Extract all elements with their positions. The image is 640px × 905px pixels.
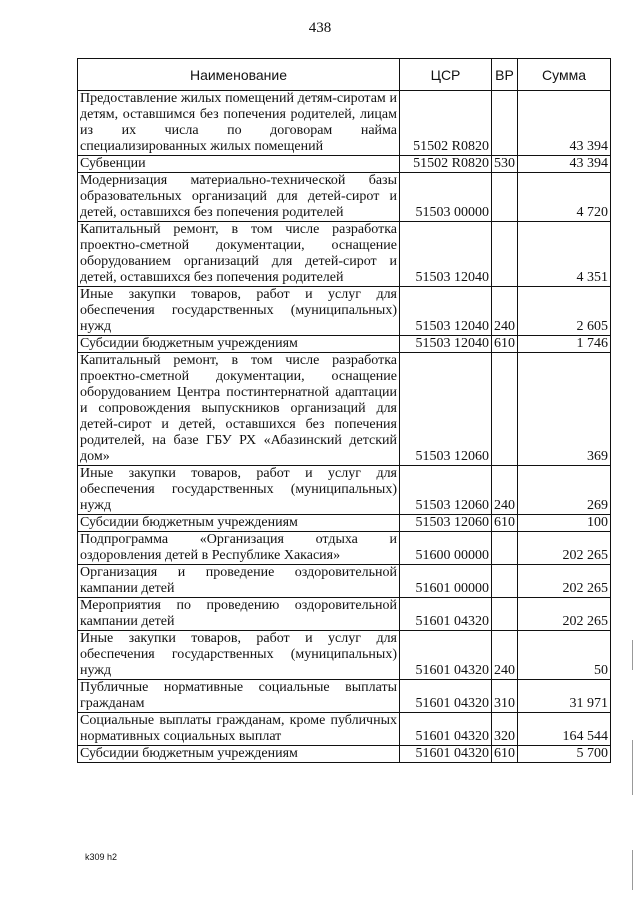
row-name: Иные закупки товаров, работ и услуг для обеспечения государственных (муниципальных) нужд [78, 631, 400, 680]
row-sum: 164 544 [518, 713, 611, 746]
header-vr: ВР [492, 59, 518, 91]
table-row [78, 746, 611, 763]
row-vr [492, 532, 518, 565]
row-csr: 51600 00000 [400, 532, 492, 565]
row-vr [492, 353, 518, 466]
table-row [78, 91, 611, 156]
header-name: Наименование [78, 59, 400, 91]
table-row [78, 598, 611, 631]
row-vr [492, 565, 518, 598]
table-row [78, 173, 611, 222]
row-csr: 51503 12060 [400, 466, 492, 515]
table-row [78, 680, 611, 713]
row-vr: 610 [492, 746, 518, 763]
row-sum: 202 265 [518, 565, 611, 598]
row-sum: 202 265 [518, 532, 611, 565]
page-number: 438 [308, 20, 332, 36]
row-name: Субсидии бюджетным учреждениям [78, 515, 400, 532]
row-name: Капитальный ремонт, в том числе разработка проектно-сметной документации, оснащение оборудованием Центра постинтернатной адаптации и сопровождения выпускников организаций для детей-сирот и детей, оставшихся без попечения родителей, на базе ГБУ РХ «Абазинский детский дом» [78, 353, 400, 466]
row-name: Организация и проведение оздоровительной кампании детей [78, 565, 400, 598]
row-vr: 240 [492, 287, 518, 336]
row-csr: 51503 12060 [400, 353, 492, 466]
table-row [78, 353, 611, 466]
row-sum: 4 720 [518, 173, 611, 222]
row-csr: 51601 04320 [400, 680, 492, 713]
row-vr: 610 [492, 515, 518, 532]
row-name: Капитальный ремонт, в том числе разработка проектно-сметной документации, оснащение оборудованием организаций для детей-сирот и детей, оставшихся без попечения родителей [78, 222, 400, 287]
row-name: Мероприятия по проведению оздоровительной кампании детей [78, 598, 400, 631]
row-sum: 43 394 [518, 156, 611, 173]
row-sum: 50 [518, 631, 611, 680]
row-name: Предоставление жилых помещений детям-сиротам и детям, оставшимся без попечения родителей, лицам из их числа по договорам найма специализированных жилых помещений [78, 91, 400, 156]
row-vr: 610 [492, 336, 518, 353]
row-name: Субсидии бюджетным учреждениям [78, 746, 400, 763]
row-csr: 51503 12040 [400, 287, 492, 336]
row-name: Модернизация материально-технической базы образовательных организаций для детей-сирот и детей, оставшихся без попечения родителей [78, 173, 400, 222]
row-sum: 202 265 [518, 598, 611, 631]
row-csr: 51601 00000 [400, 565, 492, 598]
row-sum: 269 [518, 466, 611, 515]
row-sum: 31 971 [518, 680, 611, 713]
row-csr: 51503 12040 [400, 336, 492, 353]
row-csr: 51601 04320 [400, 746, 492, 763]
row-sum: 43 394 [518, 91, 611, 156]
row-name: Подпрограмма «Организация отдыха и оздоровления детей в Республике Хакасия» [78, 532, 400, 565]
header-csr: ЦСР [400, 59, 492, 91]
row-sum: 100 [518, 515, 611, 532]
table-row [78, 466, 611, 515]
table-row [78, 156, 611, 173]
row-name: Публичные нормативные социальные выплаты гражданам [78, 680, 400, 713]
scan-edge-mark [632, 640, 633, 670]
row-name: Субвенции [78, 156, 400, 173]
row-csr: 51503 12060 [400, 515, 492, 532]
table-row [78, 532, 611, 565]
row-vr [492, 598, 518, 631]
table-header-row [78, 59, 611, 91]
row-sum: 369 [518, 353, 611, 466]
table-row [78, 336, 611, 353]
row-sum: 4 351 [518, 222, 611, 287]
scan-edge-mark [632, 850, 633, 890]
row-vr: 240 [492, 466, 518, 515]
row-vr: 310 [492, 680, 518, 713]
row-vr: 240 [492, 631, 518, 680]
table-row [78, 631, 611, 680]
row-csr: 51502 R0820 [400, 91, 492, 156]
header-sum: Сумма [518, 59, 611, 91]
row-csr: 51601 04320 [400, 598, 492, 631]
table-row [78, 287, 611, 336]
table-row [78, 713, 611, 746]
row-vr [492, 91, 518, 156]
row-csr: 51503 00000 [400, 173, 492, 222]
footer-code: k309 h2 [85, 852, 118, 862]
scan-edge-mark [632, 740, 633, 795]
row-sum: 2 605 [518, 287, 611, 336]
row-vr: 530 [492, 156, 518, 173]
row-name: Иные закупки товаров, работ и услуг для обеспечения государственных (муниципальных) нужд [78, 466, 400, 515]
row-name: Субсидии бюджетным учреждениям [78, 336, 400, 353]
row-csr: 51601 04320 [400, 631, 492, 680]
row-name: Иные закупки товаров, работ и услуг для обеспечения государственных (муниципальных) нужд [78, 287, 400, 336]
row-csr: 51601 04320 [400, 713, 492, 746]
row-sum: 5 700 [518, 746, 611, 763]
row-csr: 51502 R0820 [400, 156, 492, 173]
row-vr: 320 [492, 713, 518, 746]
row-sum: 1 746 [518, 336, 611, 353]
row-csr: 51503 12040 [400, 222, 492, 287]
table-row [78, 222, 611, 287]
row-name: Социальные выплаты гражданам, кроме публичных нормативных социальных выплат [78, 713, 400, 746]
row-vr [492, 222, 518, 287]
row-vr [492, 173, 518, 222]
table-row [78, 515, 611, 532]
budget-table [77, 58, 611, 763]
table-row [78, 565, 611, 598]
